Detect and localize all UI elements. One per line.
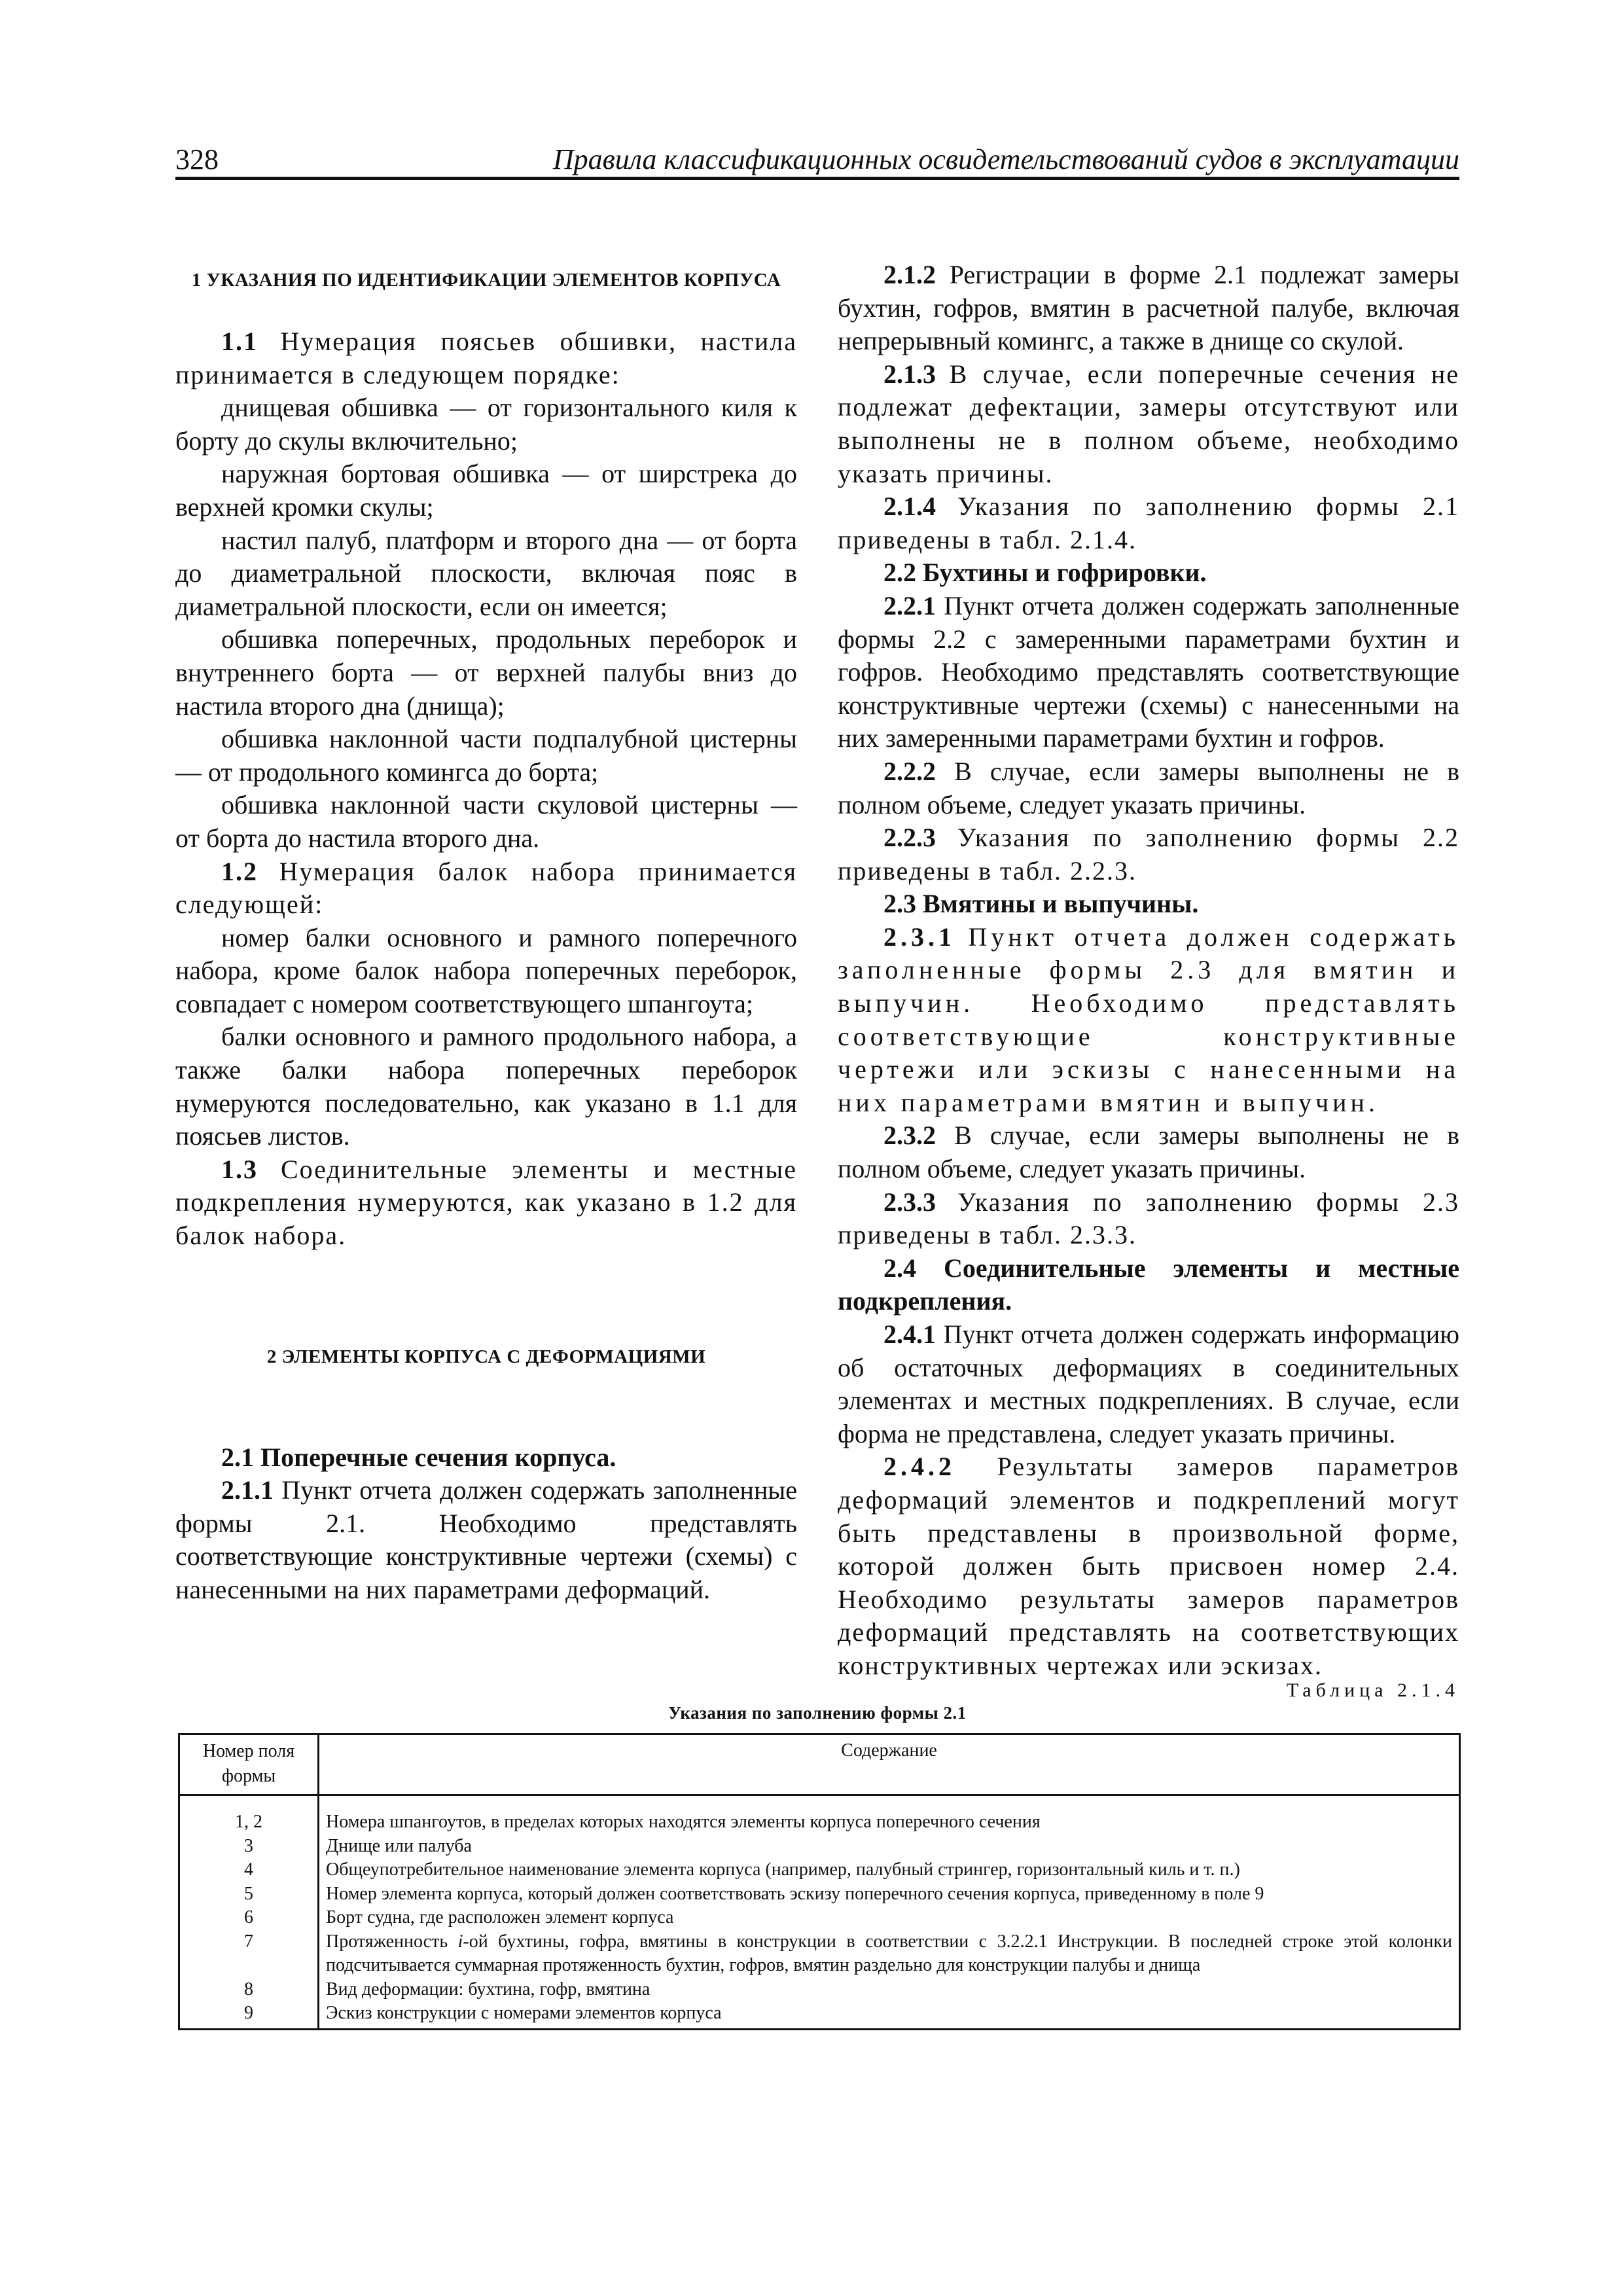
table-header-row <box>179 1734 1460 1795</box>
row-text: Днище или палуба <box>319 1835 1460 1859</box>
list-item: номер балки основного и рамного поперечного набора, кроме балок набора поперечных переборок, совпадает с номером соответствующего шпангоута; <box>175 922 797 1018</box>
row-number: 8 <box>179 1978 319 2002</box>
table-row <box>179 1906 1460 1930</box>
paragraph-2-4-1: 2.4.1 Пункт отчета должен содержать информацию об остаточных деформациях в соединительных элементах и местных подкреплениях. В случае, если форма не представлена, следует указать причины. <box>838 1319 1460 1448</box>
header-rule <box>175 177 1459 180</box>
list-item: обшивка поперечных, продольных переборок и внутреннего борта — от верхней палубы вниз до настила второго дна (днища); <box>175 624 797 721</box>
list-item: днищевая обшивка — от горизонтального киля к борту до скулы включительно; <box>175 393 797 456</box>
paragraph-2-1-3: 2.1.3 В случае, если поперечные сечения не подлежат дефектации, замеры отсутствуют или выполнены не в полном объеме, необходимо указать причины. <box>838 359 1460 488</box>
running-title: Правила классификационных освидетельствований судов в эксплуатации <box>552 143 1459 175</box>
table-row <box>179 1930 1460 1978</box>
paragraph-2-4-2: 2.4.2 Результаты замеров параметров деформаций элементов и подкреплений могут быть представлены в произвольной форме, которой должен быть присвоен номер 2.4. Необходимо результаты замеров параметров деформаций представлять на соответствующих конструктивных чертежах или эскизах. <box>838 1452 1460 1680</box>
row-text: Протяженность i-ой бухтины, гофра, вмятины в конструкции в соответствии с 3.2.2.1 Инструкции. В последней строке этой колонки подсчитывается суммарная протяженность бухтин, гофров, вмятин раздельно для конструкции палубы и днища <box>319 1930 1460 1978</box>
page-number: 328 <box>175 143 219 175</box>
heading-2-4: 2.4 Соединительные элементы и местные подкрепления. <box>838 1253 1459 1316</box>
row-number: 4 <box>179 1858 319 1882</box>
paragraph-2-3-3: 2.3.3 Указания по заполнению формы 2.3 приведены в табл. 2.3.3. <box>838 1187 1460 1250</box>
row-number: 9 <box>179 2001 319 2029</box>
section-2-title: 2 ЭЛЕМЕНТЫ КОРПУСА С ДЕФОРМАЦИЯМИ <box>266 1346 706 1367</box>
table-row <box>179 1978 1460 2002</box>
heading-2-1: 2.1 Поперечные сечения корпуса. <box>221 1442 616 1472</box>
section-1-title: 1 УКАЗАНИЯ ПО ИДЕНТИФИКАЦИИ ЭЛЕМЕНТОВ КОРПУСА <box>191 270 781 291</box>
page-header <box>175 143 1459 182</box>
table-row <box>179 1795 1460 1835</box>
paragraph-2-2-3: 2.2.3 Указания по заполнению формы 2.2 приведены в табл. 2.2.3. <box>838 823 1460 886</box>
list-item: обшивка наклонной части скуловой цистерны — от борта до настила второго дна. <box>175 790 797 853</box>
row-number: 1, 2 <box>179 1795 319 1835</box>
row-text: Эскиз конструкции с номерами элементов корпуса <box>319 2001 1460 2029</box>
table-label: Таблица 2.1.4 <box>1286 1679 1459 1701</box>
list-item: обшивка наклонной части подпалубной цистерны — от продольного комингса до борта; <box>175 724 797 787</box>
column-header-field-number: Номер поля формы <box>179 1734 319 1795</box>
paragraph-2-1-1: 2.1.1 Пункт отчета должен содержать заполненные формы 2.1. Необходимо представлять соответствующие конструктивные чертежи (схемы) с нанесенными на них параметрами деформаций. <box>175 1475 797 1604</box>
paragraph-1-3: 1.3 Соединительные элементы и местные подкрепления нумеруются, как указано в 1.2 для балок набора. <box>175 1154 798 1251</box>
row-number: 5 <box>179 1882 319 1907</box>
right-column <box>838 259 1459 1683</box>
paragraph-2-2-2: 2.2.2 В случае, если замеры выполнены не в полном объеме, следует указать причины. <box>838 756 1459 819</box>
heading-2-2: 2.2 Бухтины и гофрировки. <box>883 558 1207 588</box>
table-title: Указания по заполнению формы 2.1 <box>668 1703 967 1723</box>
paragraph-2-1-2: 2.1.2 Регистрации в форме 2.1 подлежат замеры бухтин, гофров, вмятин в расчетной палубе, включая непрерывный комингс, а также в днище со скулой. <box>838 260 1459 356</box>
table-row <box>179 1858 1460 1882</box>
table-row <box>179 1835 1460 1859</box>
row-text: Общеупотребительное наименование элемента корпуса (например, палубный стрингер, горизонтальный киль и т. п.) <box>319 1858 1460 1882</box>
list-item: настил палуб, платформ и второго дна — от борта до диаметральной плоскости, включая пояс в диаметральной плоскости, если он имеется; <box>175 525 797 621</box>
row-text: Номера шпангоутов, в пределах которых находятся элементы корпуса поперечного сечения <box>319 1795 1460 1835</box>
paragraph-2-2-1: 2.2.1 Пункт отчета должен содержать заполненные формы 2.2 с замеренными параметрами бухтин и гофров. Необходимо представлять соответствующие конструктивные чертежи (схемы) с нанесенными на них замеренными параметрами бухтин и гофров. <box>838 590 1459 753</box>
column-header-content: Содержание <box>319 1734 1460 1795</box>
list-item: наружная бортовая обшивка — от ширстрека до верхней кромки скулы; <box>175 459 797 522</box>
row-number: 7 <box>179 1930 319 1978</box>
row-number: 6 <box>179 1906 319 1930</box>
heading-2-3: 2.3 Вмятины и выпучины. <box>883 889 1199 919</box>
paragraph-2-3-1: 2.3.1 Пункт отчета должен содержать заполненные формы 2.3 для вмятин и выпучин. Необходимо представлять соответствующие конструктивные чертежи или эскизы с нанесенными на них параметрами вмятин и выпучин. <box>838 922 1459 1117</box>
row-text: Вид деформации: бухтина, гофр, вмятина <box>319 1978 1460 2002</box>
row-text: Номер элемента корпуса, который должен соответствовать эскизу поперечного сечения корпуса, приведенному в поле 9 <box>319 1882 1460 1907</box>
paragraph-1-2: 1.2 Нумерация балок набора принимается следующей: <box>175 856 797 920</box>
paragraph-2-3-2: 2.3.2 В случае, если замеры выполнены не в полном объеме, следует указать причины. <box>838 1121 1459 1184</box>
row-text: Борт судна, где расположен элемент корпуса <box>319 1906 1460 1930</box>
row-number: 3 <box>179 1835 319 1859</box>
paragraph-1-1: 1.1 Нумерация поясьев обшивки, настила принимается в следующем порядке: <box>175 327 797 389</box>
table-row <box>179 1882 1460 1907</box>
left-column <box>175 259 797 1607</box>
paragraph-2-1-4: 2.1.4 Указания по заполнению формы 2.1 приведены в табл. 2.1.4. <box>838 492 1460 554</box>
table-row <box>179 2001 1460 2029</box>
instructions-table <box>178 1733 1461 2030</box>
list-item: балки основного и рамного продольного набора, а также балки набора поперечных переборок нумеруются последовательно, как указано в 1.1 для поясьев листов. <box>175 1022 797 1151</box>
